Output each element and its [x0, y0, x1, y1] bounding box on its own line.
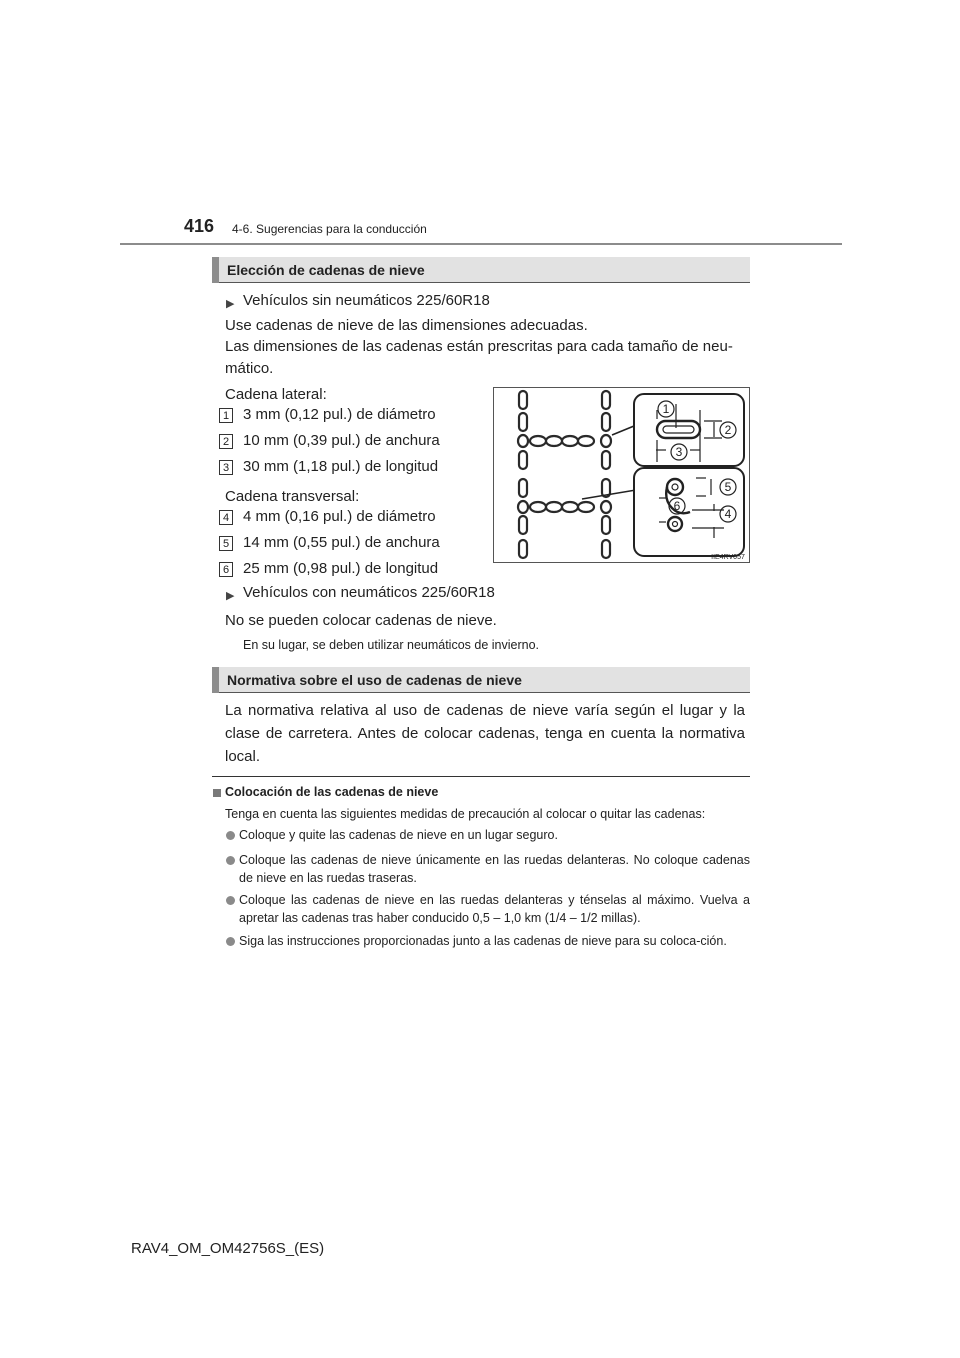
square-bullet-icon	[213, 789, 221, 797]
circle-bullet-icon	[226, 896, 235, 905]
callout-number: 5	[219, 536, 233, 551]
circle-bullet-icon	[226, 856, 235, 865]
precaution-item: Coloque las cadenas de nieve únicamente en las ruedas delanteras. No coloque cadenas de nieve en las ruedas traseras.	[239, 853, 750, 885]
intro-line-1: Use cadenas de nieve de las dimensiones adecuadas.	[225, 317, 588, 334]
document-code: RAV4_OM_OM42756S_(ES)	[131, 1240, 325, 1257]
callout-number: 4	[219, 510, 233, 525]
intro-line-3: mático.	[225, 360, 274, 377]
winter-tires-note: En su lugar, se deben utilizar neumáticos de invierno.	[243, 638, 540, 652]
triangle-bullet-icon: ▶	[226, 590, 235, 602]
regulations-paragraph: La normativa relativa al uso de cadenas de nieve varía según el lugar y la clase de carretera. Antes de colocar cadenas, tenga en cuenta la normativa local.	[225, 702, 745, 765]
chain-illustration	[494, 388, 749, 562]
snow-chain-figure	[493, 387, 750, 563]
callout-label: 5	[724, 480, 732, 494]
section-heading-label: Elección de cadenas de nieve	[227, 262, 425, 278]
callout-number: 1	[219, 408, 233, 423]
spec-side-diameter: 3 mm (0,12 pul.) de diámetro	[243, 406, 436, 423]
callout-label: 4	[724, 507, 732, 521]
section-heading-snow-chain-rules	[212, 667, 750, 693]
callout-number: 2	[219, 434, 233, 449]
vehicles-with-label: Vehículos con neumáticos 225/60R18	[243, 584, 495, 601]
circle-bullet-icon	[226, 937, 235, 946]
triangle-bullet-icon: ▶	[226, 298, 235, 310]
circle-bullet-icon	[226, 831, 235, 840]
spec-cross-length: 25 mm (0,98 pul.) de longitud	[243, 560, 439, 577]
side-chain-label: Cadena lateral:	[225, 386, 327, 403]
intro-line-2: Las dimensiones de las cadenas están prescritas para cada tamaño de neu-	[225, 338, 733, 355]
cannot-fit-text: No se pueden colocar cadenas de nieve.	[225, 612, 497, 629]
cross-chain-label: Cadena transversal:	[225, 488, 360, 505]
header-divider	[120, 243, 842, 245]
callout-label: 6	[673, 499, 681, 513]
section-heading-snow-chain-choice	[212, 257, 750, 283]
notes-heading: Colocación de las cadenas de nieve	[225, 785, 439, 799]
chapter-title: 4-6. Sugerencias para la conducción	[232, 222, 427, 236]
spec-cross-diameter: 4 mm (0,16 pul.) de diámetro	[243, 508, 436, 525]
notes-divider	[212, 776, 750, 777]
precaution-item: Siga las instrucciones proporcionadas junto a las cadenas de nieve para su coloca-ción.	[239, 934, 727, 948]
precaution-item: Coloque y quite las cadenas de nieve en un lugar seguro.	[239, 828, 558, 842]
callout-number: 6	[219, 562, 233, 577]
section-heading-label: Normativa sobre el uso de cadenas de nieve	[227, 672, 522, 688]
callout-label: 1	[662, 402, 670, 416]
spec-side-width: 10 mm (0,39 pul.) de anchura	[243, 432, 440, 449]
page-number: 416	[184, 216, 215, 236]
figure-code: IIE4RV057	[711, 554, 745, 561]
spec-side-length: 30 mm (1,18 pul.) de longitud	[243, 458, 439, 475]
precaution-item: Coloque las cadenas de nieve en las ruedas delanteras y ténselas al máximo. Vuelva a apretar las cadenas tras haber conducido 0,5 – 1,0 km (1/4 – 1/2 millas).	[239, 893, 750, 925]
notes-intro: Tenga en cuenta las siguientes medidas de precaución al colocar o quitar las cadenas:	[225, 807, 706, 821]
callout-number: 3	[219, 460, 233, 475]
callout-label: 2	[724, 423, 732, 437]
spec-cross-width: 14 mm (0,55 pul.) de anchura	[243, 534, 440, 551]
callout-label: 3	[675, 445, 683, 459]
vehicles-without-label: Vehículos sin neumáticos 225/60R18	[243, 292, 490, 309]
